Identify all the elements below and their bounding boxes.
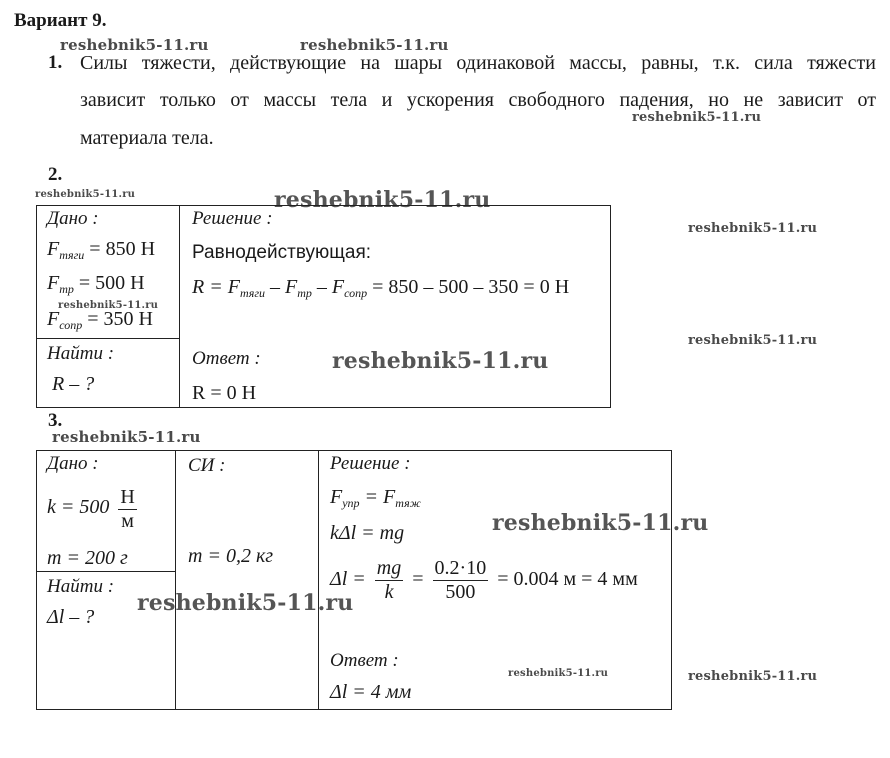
task1-line2: зависит только от массы тела и ускорения свободного падения, но не зависит от bbox=[80, 89, 876, 111]
task2-given-f-tyagi: $F_{тяги} = 850$ Н bbox=[47, 238, 156, 262]
page-title: Вариант 9. bbox=[14, 10, 107, 31]
watermark: reshebnik5-11.ru bbox=[274, 187, 491, 213]
task3-given-k: k = 500 $\frac{Н}{м}$ bbox=[47, 486, 135, 532]
task2-solution-label: Решение : bbox=[192, 208, 273, 229]
watermark: reshebnik5-11.ru bbox=[58, 300, 159, 311]
task3-answer-label: Ответ : bbox=[330, 650, 399, 671]
task3-eq3: Δl = $\frac{mg}{k}$ = $\frac{0.2\cdot 10}{500}$ = 0.004 м = 4 мм bbox=[330, 557, 638, 603]
task2-resultant-label: Равнодействующая: bbox=[192, 242, 372, 263]
task3-si-m: m = 0,2 кг bbox=[188, 545, 274, 567]
task2-given-f-tr: $F_{тр} = 500$ Н bbox=[47, 272, 145, 296]
task3-eq1: $F_{упр} = F_{тяж}$ bbox=[330, 486, 421, 510]
task3-solution-label: Решение : bbox=[330, 453, 411, 474]
watermark: reshebnik5-11.ru bbox=[688, 669, 818, 684]
task3-divider bbox=[318, 450, 319, 709]
task2-given-label: Дано : bbox=[47, 208, 99, 229]
task2-given-f-sopr: $F_{сопр} = 350$ Н bbox=[47, 308, 153, 332]
task1-number: 1. bbox=[48, 52, 63, 73]
task3-given-label: Дано : bbox=[47, 453, 99, 474]
task2-table bbox=[36, 205, 611, 408]
watermark: reshebnik5-11.ru bbox=[52, 428, 201, 446]
task2-divider bbox=[179, 205, 180, 407]
watermark: reshebnik5-11.ru bbox=[688, 333, 818, 348]
task3-number: 3. bbox=[48, 410, 63, 431]
watermark: reshebnik5-11.ru bbox=[60, 36, 209, 54]
task3-find-label: Найти : bbox=[47, 576, 115, 597]
watermark: reshebnik5-11.ru bbox=[688, 221, 818, 236]
task2-answer: R = 0 Н bbox=[192, 382, 257, 404]
watermark: reshebnik5-11.ru bbox=[332, 348, 549, 374]
task2-divider bbox=[36, 338, 180, 339]
task3-given-m: m = 200 г bbox=[47, 547, 128, 569]
task2-answer-label: Ответ : bbox=[192, 348, 261, 369]
watermark: reshebnik5-11.ru bbox=[508, 668, 609, 679]
task2-find: R – ? bbox=[52, 373, 95, 395]
task3-find: Δl – ? bbox=[47, 606, 95, 628]
task1-line1: Силы тяжести, действующие на шары одинаковой массы, равны, т.к. сила тяжести bbox=[80, 52, 876, 74]
task2-equation: $R = F_{тяги} - F_{тр} - F_{сопр} = 850 - 500 - 350 = 0$ Н bbox=[192, 276, 570, 300]
task1-line3: материала тела. bbox=[80, 127, 214, 149]
watermark: reshebnik5-11.ru bbox=[632, 110, 762, 125]
task3-divider bbox=[36, 571, 176, 572]
watermark: reshebnik5-11.ru bbox=[137, 590, 354, 616]
watermark: reshebnik5-11.ru bbox=[300, 36, 449, 54]
task3-eq2: kΔl = mg bbox=[330, 522, 405, 544]
watermark: reshebnik5-11.ru bbox=[492, 510, 709, 536]
task3-si-label: СИ : bbox=[188, 455, 226, 476]
watermark: reshebnik5-11.ru bbox=[35, 189, 136, 200]
task2-number: 2. bbox=[48, 164, 63, 185]
task3-divider bbox=[175, 450, 176, 709]
task3-answer: Δl = 4 мм bbox=[330, 681, 412, 703]
task2-find-label: Найти : bbox=[47, 343, 115, 364]
